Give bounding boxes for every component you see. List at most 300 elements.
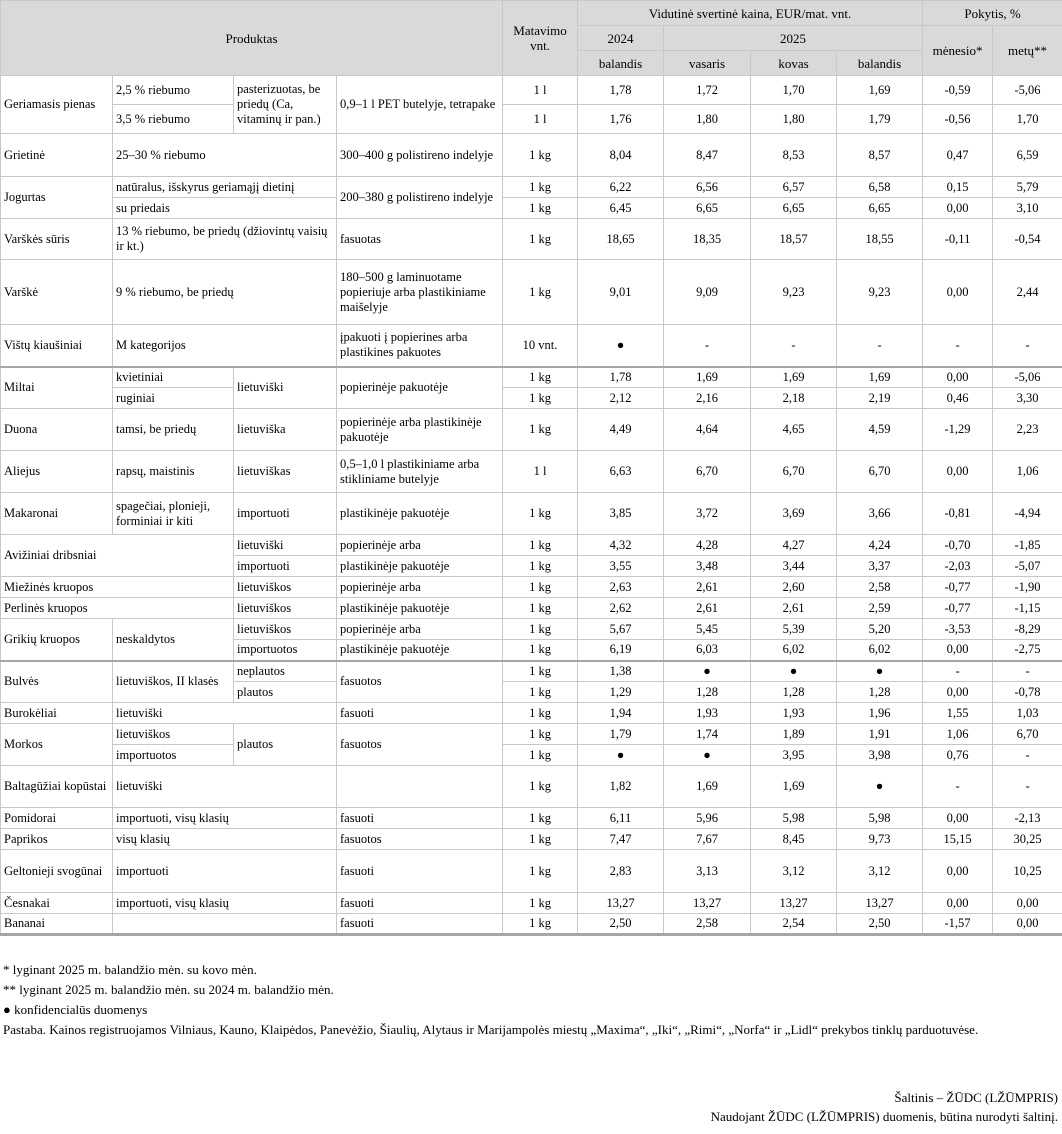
price-2024-apr: 2,12 [578, 388, 664, 409]
packaging: fasuotas [337, 219, 503, 260]
change-month: -0,77 [923, 598, 993, 619]
product-name: Perlinės kruopos [1, 598, 234, 619]
packaging: fasuoti [337, 893, 503, 914]
price-2025-mar: 8,53 [751, 134, 837, 177]
unit-cell: 1 kg [503, 556, 578, 577]
price-2025-apr: 1,28 [837, 682, 923, 703]
unit-cell: 1 kg [503, 598, 578, 619]
price-2024-apr: 1,76 [578, 105, 664, 134]
change-month: 0,00 [923, 198, 993, 219]
packaging: fasuoti [337, 703, 503, 724]
price-2025-feb: 7,67 [664, 829, 751, 850]
price-2025-feb: 1,74 [664, 724, 751, 745]
unit-cell: 1 kg [503, 808, 578, 829]
table-row [1, 409, 1062, 451]
price-2025-apr: 1,69 [837, 76, 923, 105]
price-2025-mar: 5,39 [751, 619, 837, 640]
price-2025-mar: 3,44 [751, 556, 837, 577]
product-name: Bulvės [1, 661, 113, 703]
product-subspec: plautos [234, 724, 337, 766]
price-2024-apr: ● [578, 325, 664, 367]
product-subspec: plautos [234, 682, 337, 703]
source-requirement: Naudojant ŽŪDC (LŽŪMPRIS) duomenis, būtina nurodyti šaltinį. [710, 1109, 1058, 1124]
price-2025-apr: 13,27 [837, 893, 923, 914]
price-2024-apr: 4,49 [578, 409, 664, 451]
price-2024-apr: 1,82 [578, 766, 664, 808]
price-2025-apr: 2,19 [837, 388, 923, 409]
change-month: 1,55 [923, 703, 993, 724]
price-2025-apr: 6,70 [837, 451, 923, 493]
product-subspec: lietuviški [234, 535, 337, 556]
price-2025-mar: 4,27 [751, 535, 837, 556]
product-subspec: importuoti [234, 493, 337, 535]
product-name: Grikių kruopos [1, 619, 113, 661]
table-row [1, 451, 1062, 493]
packaging: plastikinėje pakuotėje [337, 640, 503, 661]
price-2025-apr: 1,69 [837, 367, 923, 388]
price-2025-feb: 2,61 [664, 598, 751, 619]
price-2025-feb: 6,56 [664, 177, 751, 198]
product-name: Vištų kiaušiniai [1, 325, 113, 367]
change-year: 0,00 [993, 914, 1062, 935]
change-month: -0,70 [923, 535, 993, 556]
change-year: - [993, 661, 1062, 682]
footnote-month: * lyginant 2025 m. balandžio mėn. su kovo mėn. [3, 962, 257, 977]
unit-cell: 1 l [503, 105, 578, 134]
table-row [1, 808, 1062, 829]
change-year: -2,13 [993, 808, 1062, 829]
price-2025-feb: 3,72 [664, 493, 751, 535]
product-name: Duona [1, 409, 113, 451]
change-year: 2,44 [993, 260, 1062, 325]
price-2025-mar: 1,28 [751, 682, 837, 703]
price-2024-apr: 6,45 [578, 198, 664, 219]
product-name: Geltonieji svogūnai [1, 850, 113, 893]
table-row [1, 745, 1062, 766]
price-2025-apr: 3,98 [837, 745, 923, 766]
packaging: fasuoti [337, 914, 503, 935]
unit-cell: 1 kg [503, 177, 578, 198]
unit-cell: 1 kg [503, 134, 578, 177]
price-2025-apr: ● [837, 766, 923, 808]
change-year: 0,00 [993, 893, 1062, 914]
unit-cell: 1 kg [503, 388, 578, 409]
price-2025-apr: 1,79 [837, 105, 923, 134]
product-spec: M kategorijos [113, 325, 337, 367]
price-2024-apr: 7,47 [578, 829, 664, 850]
product-name: Paprikos [1, 829, 113, 850]
change-year: -5,07 [993, 556, 1062, 577]
product-spec: 2,5 % riebumo [113, 76, 234, 105]
change-year: -0,54 [993, 219, 1062, 260]
product-spec: su priedais [113, 198, 337, 219]
price-2024-apr: 1,79 [578, 724, 664, 745]
change-year: 1,70 [993, 105, 1062, 134]
unit-cell: 1 l [503, 76, 578, 105]
table-row [1, 493, 1062, 535]
price-2024-apr: 18,65 [578, 219, 664, 260]
price-2024-apr: 3,55 [578, 556, 664, 577]
change-year: 3,10 [993, 198, 1062, 219]
change-year: - [993, 745, 1062, 766]
product-name: Jogurtas [1, 177, 113, 219]
price-2024-apr: 2,62 [578, 598, 664, 619]
price-2024-apr: 4,32 [578, 535, 664, 556]
change-year: -2,75 [993, 640, 1062, 661]
change-month: 0,00 [923, 260, 993, 325]
price-2025-feb: - [664, 325, 751, 367]
product-spec: importuoti [113, 850, 337, 893]
price-2025-apr: 2,58 [837, 577, 923, 598]
header-year-2025: 2025 [664, 26, 923, 51]
change-month: 0,00 [923, 893, 993, 914]
unit-cell: 1 kg [503, 745, 578, 766]
product-spec [113, 914, 337, 935]
header-2024-balandis: balandis [578, 51, 664, 76]
packaging: 0,9–1 l PET butelyje, tetrapake [337, 76, 503, 134]
price-2025-feb: 2,58 [664, 914, 751, 935]
price-2025-apr: 4,59 [837, 409, 923, 451]
table-row [1, 134, 1062, 177]
product-name: Baltagūžiai kopūstai [1, 766, 113, 808]
table-row [1, 598, 1062, 619]
price-2024-apr: 2,63 [578, 577, 664, 598]
change-year: -0,78 [993, 682, 1062, 703]
price-2025-feb: 2,16 [664, 388, 751, 409]
header-2025-balandis: balandis [837, 51, 923, 76]
packaging: popierinėje arba plastikinėje pakuotėje [337, 409, 503, 451]
table-row [1, 367, 1062, 388]
product-spec: importuoti, visų klasių [113, 893, 337, 914]
change-month: 0,00 [923, 850, 993, 893]
product-subspec: importuoti [234, 556, 337, 577]
unit-cell: 1 kg [503, 914, 578, 935]
price-2025-feb: 8,47 [664, 134, 751, 177]
product-name: Grietinė [1, 134, 113, 177]
price-2024-apr: 9,01 [578, 260, 664, 325]
change-month: -0,56 [923, 105, 993, 134]
table-row [1, 198, 1062, 219]
price-2025-feb: 2,61 [664, 577, 751, 598]
unit-cell: 1 kg [503, 661, 578, 682]
price-2025-mar: 1,89 [751, 724, 837, 745]
change-year: -4,94 [993, 493, 1062, 535]
change-month: -0,59 [923, 76, 993, 105]
price-2025-mar: 2,18 [751, 388, 837, 409]
change-month: 15,15 [923, 829, 993, 850]
change-year: 6,70 [993, 724, 1062, 745]
price-2025-feb: 6,65 [664, 198, 751, 219]
change-month: 1,06 [923, 724, 993, 745]
price-2025-feb: 1,69 [664, 367, 751, 388]
price-2025-feb: 6,03 [664, 640, 751, 661]
unit-cell: 1 kg [503, 260, 578, 325]
product-subspec: lietuviškos [234, 577, 337, 598]
price-2025-apr: 9,73 [837, 829, 923, 850]
header-year-change: metų** [993, 26, 1062, 76]
unit-cell: 1 kg [503, 682, 578, 703]
unit-cell: 1 kg [503, 219, 578, 260]
product-spec: natūralus, išskyrus geriamąjį dietinį [113, 177, 337, 198]
price-2024-apr: 5,67 [578, 619, 664, 640]
price-2025-mar: 2,61 [751, 598, 837, 619]
product-name: Miltai [1, 367, 113, 409]
table-row [1, 893, 1062, 914]
price-2025-apr: 1,96 [837, 703, 923, 724]
table-row [1, 724, 1062, 745]
product-spec: lietuviškos, II klasės [113, 661, 234, 703]
product-spec: kvietiniai [113, 367, 234, 388]
unit-cell: 1 kg [503, 493, 578, 535]
price-2025-feb: 1,80 [664, 105, 751, 134]
header-avg-price: Vidutinė svertinė kaina, EUR/mat. vnt. [578, 1, 923, 26]
price-2025-mar: ● [751, 661, 837, 682]
unit-cell: 1 kg [503, 577, 578, 598]
product-spec: neskaldytos [113, 619, 234, 661]
product-spec: 9 % riebumo, be priedų [113, 260, 337, 325]
table-row [1, 535, 1062, 556]
price-2025-feb: 3,13 [664, 850, 751, 893]
table-row [1, 105, 1062, 134]
price-2025-feb: 9,09 [664, 260, 751, 325]
price-2025-mar: 1,93 [751, 703, 837, 724]
footnote-confidential: ● konfidencialūs duomenys [3, 1002, 148, 1017]
price-2024-apr: 2,50 [578, 914, 664, 935]
change-month: -3,53 [923, 619, 993, 640]
change-month: -0,11 [923, 219, 993, 260]
change-year: - [993, 766, 1062, 808]
price-2025-feb: 1,69 [664, 766, 751, 808]
price-2025-mar: 1,70 [751, 76, 837, 105]
change-year: -1,15 [993, 598, 1062, 619]
price-2024-apr: 1,38 [578, 661, 664, 682]
price-2025-apr: 5,20 [837, 619, 923, 640]
packaging: 300–400 g polistireno indelyje [337, 134, 503, 177]
table-row [1, 325, 1062, 367]
price-2025-feb: 4,28 [664, 535, 751, 556]
product-subspec: lietuviška [234, 409, 337, 451]
price-2024-apr: 8,04 [578, 134, 664, 177]
change-month: 0,00 [923, 640, 993, 661]
price-2025-feb: 5,45 [664, 619, 751, 640]
unit-cell: 1 kg [503, 640, 578, 661]
unit-cell: 1 l [503, 451, 578, 493]
price-2025-feb: 13,27 [664, 893, 751, 914]
price-2025-mar: 13,27 [751, 893, 837, 914]
packaging: 200–380 g polistireno indelyje [337, 177, 503, 219]
unit-cell: 1 kg [503, 893, 578, 914]
packaging: plastikinėje pakuotėje [337, 493, 503, 535]
price-2024-apr: 6,22 [578, 177, 664, 198]
change-year: -5,06 [993, 367, 1062, 388]
price-2025-mar: 4,65 [751, 409, 837, 451]
header-2025-kovas: kovas [751, 51, 837, 76]
product-name: Makaronai [1, 493, 113, 535]
product-subspec: lietuviškos [234, 619, 337, 640]
change-month: 0,00 [923, 808, 993, 829]
table-row [1, 219, 1062, 260]
change-month: 0,76 [923, 745, 993, 766]
unit-cell: 10 vnt. [503, 325, 578, 367]
price-2025-apr: 4,24 [837, 535, 923, 556]
packaging: įpakuoti į popierines arba plastikines pakuotes [337, 325, 503, 367]
price-2025-feb: 6,70 [664, 451, 751, 493]
unit-cell: 1 kg [503, 367, 578, 388]
price-2025-feb: 1,28 [664, 682, 751, 703]
price-2024-apr: 1,78 [578, 76, 664, 105]
product-spec: lietuviški [113, 703, 337, 724]
change-month: -2,03 [923, 556, 993, 577]
product-name: Geriamasis pienas [1, 76, 113, 134]
packaging: popierinėje arba [337, 535, 503, 556]
price-2025-apr: 6,02 [837, 640, 923, 661]
unit-cell: 1 kg [503, 829, 578, 850]
change-year: -8,29 [993, 619, 1062, 640]
change-year: 3,30 [993, 388, 1062, 409]
change-month: - [923, 766, 993, 808]
price-2025-mar: 1,80 [751, 105, 837, 134]
price-2024-apr: 6,63 [578, 451, 664, 493]
price-2025-mar: 6,70 [751, 451, 837, 493]
change-year: - [993, 325, 1062, 367]
header-month-change: mėnesio* [923, 26, 993, 76]
change-month: 0,00 [923, 682, 993, 703]
footnote-year: ** lyginant 2025 m. balandžio mėn. su 2024 m. balandžio mėn. [3, 982, 334, 997]
change-month: - [923, 661, 993, 682]
price-2025-apr: - [837, 325, 923, 367]
unit-cell: 1 kg [503, 535, 578, 556]
product-spec: 3,5 % riebumo [113, 105, 234, 134]
price-2025-mar: 5,98 [751, 808, 837, 829]
price-2024-apr: 6,19 [578, 640, 664, 661]
change-year: 10,25 [993, 850, 1062, 893]
price-2025-feb: 4,64 [664, 409, 751, 451]
price-2025-apr: 6,65 [837, 198, 923, 219]
packaging: plastikinėje pakuotėje [337, 556, 503, 577]
change-month: -1,29 [923, 409, 993, 451]
price-2025-feb: 1,93 [664, 703, 751, 724]
change-year: -1,85 [993, 535, 1062, 556]
price-2025-mar: - [751, 325, 837, 367]
table-row [1, 177, 1062, 198]
price-2025-apr: 8,57 [837, 134, 923, 177]
table-row [1, 577, 1062, 598]
change-year: 5,79 [993, 177, 1062, 198]
footnotes [3, 960, 1058, 1040]
table-row [1, 661, 1062, 682]
packaging: fasuotos [337, 829, 503, 850]
product-spec: importuoti, visų klasių [113, 808, 337, 829]
packaging: popierinėje arba [337, 619, 503, 640]
change-year: 6,59 [993, 134, 1062, 177]
unit-cell: 1 kg [503, 703, 578, 724]
header-change: Pokytis, % [923, 1, 1062, 26]
price-2025-apr: 6,58 [837, 177, 923, 198]
change-month: 0,00 [923, 367, 993, 388]
price-2025-apr: 18,55 [837, 219, 923, 260]
product-subspec: pasterizuotas, be priedų (Ca, vitaminų ir pan.) [234, 76, 337, 134]
price-2025-apr: 2,59 [837, 598, 923, 619]
product-spec: lietuviškos [113, 724, 234, 745]
change-month: -0,81 [923, 493, 993, 535]
price-2025-mar: 6,65 [751, 198, 837, 219]
packaging: popierinėje arba [337, 577, 503, 598]
price-2025-feb: 18,35 [664, 219, 751, 260]
table-row [1, 766, 1062, 808]
price-2025-mar: 6,02 [751, 640, 837, 661]
packaging: fasuotos [337, 724, 503, 766]
change-month: 0,00 [923, 451, 993, 493]
table-row [1, 829, 1062, 850]
product-subspec: lietuviškas [234, 451, 337, 493]
header-year-2024: 2024 [578, 26, 664, 51]
product-subspec: importuotos [234, 640, 337, 661]
price-2025-apr: 3,37 [837, 556, 923, 577]
header-product: Produktas [1, 1, 503, 76]
product-name: Aliejus [1, 451, 113, 493]
change-year: 1,06 [993, 451, 1062, 493]
product-name: Avižiniai dribsniai [1, 535, 234, 577]
price-2025-feb: ● [664, 745, 751, 766]
change-year: 1,03 [993, 703, 1062, 724]
unit-cell: 1 kg [503, 409, 578, 451]
price-2025-mar: 1,69 [751, 766, 837, 808]
price-2024-apr: 13,27 [578, 893, 664, 914]
price-2025-feb: 3,48 [664, 556, 751, 577]
footnote-note: Pastaba. Kainos registruojamos Vilniaus, Kauno, Klaipėdos, Panevėžio, Šiaulių, Alytaus ir Marijampolės miestų „Maxima“, „Iki“, „Rimi“, „Norfa“ ir „Lidl“ prekybos tinklų parduotuvėse. [3, 1022, 979, 1037]
change-month: -0,77 [923, 577, 993, 598]
price-2025-feb: 5,96 [664, 808, 751, 829]
change-month: -1,57 [923, 914, 993, 935]
price-2025-mar: 3,95 [751, 745, 837, 766]
product-name: Varškė [1, 260, 113, 325]
change-month: 0,46 [923, 388, 993, 409]
product-spec: importuotos [113, 745, 234, 766]
change-year: 30,25 [993, 829, 1062, 850]
unit-cell: 1 kg [503, 619, 578, 640]
price-2025-mar: 1,69 [751, 367, 837, 388]
product-name: Morkos [1, 724, 113, 766]
price-2025-apr: 5,98 [837, 808, 923, 829]
price-2024-apr: ● [578, 745, 664, 766]
unit-cell: 1 kg [503, 724, 578, 745]
product-spec: tamsi, be priedų [113, 409, 234, 451]
header-unit: Matavimo vnt. [503, 1, 578, 76]
price-2024-apr: 6,11 [578, 808, 664, 829]
price-2025-mar: 18,57 [751, 219, 837, 260]
table-row [1, 388, 1062, 409]
source-block [711, 1088, 1058, 1126]
table-row [1, 76, 1062, 105]
price-2025-mar: 6,57 [751, 177, 837, 198]
product-name: Bananai [1, 914, 113, 935]
packaging: fasuotos [337, 661, 503, 703]
product-name: Varškės sūris [1, 219, 113, 260]
source-line: Šaltinis – ŽŪDC (LŽŪMPRIS) [894, 1090, 1058, 1105]
product-spec: visų klasių [113, 829, 337, 850]
packaging: fasuoti [337, 850, 503, 893]
price-2025-feb: 1,72 [664, 76, 751, 105]
price-2024-apr: 2,83 [578, 850, 664, 893]
price-2025-apr: 9,23 [837, 260, 923, 325]
product-name: Burokėliai [1, 703, 113, 724]
table-row [1, 850, 1062, 893]
change-month: - [923, 325, 993, 367]
price-2024-apr: 1,78 [578, 367, 664, 388]
price-2025-feb: ● [664, 661, 751, 682]
table-row [1, 914, 1062, 935]
packaging: 0,5–1,0 l plastikiniame arba stikliniame butelyje [337, 451, 503, 493]
